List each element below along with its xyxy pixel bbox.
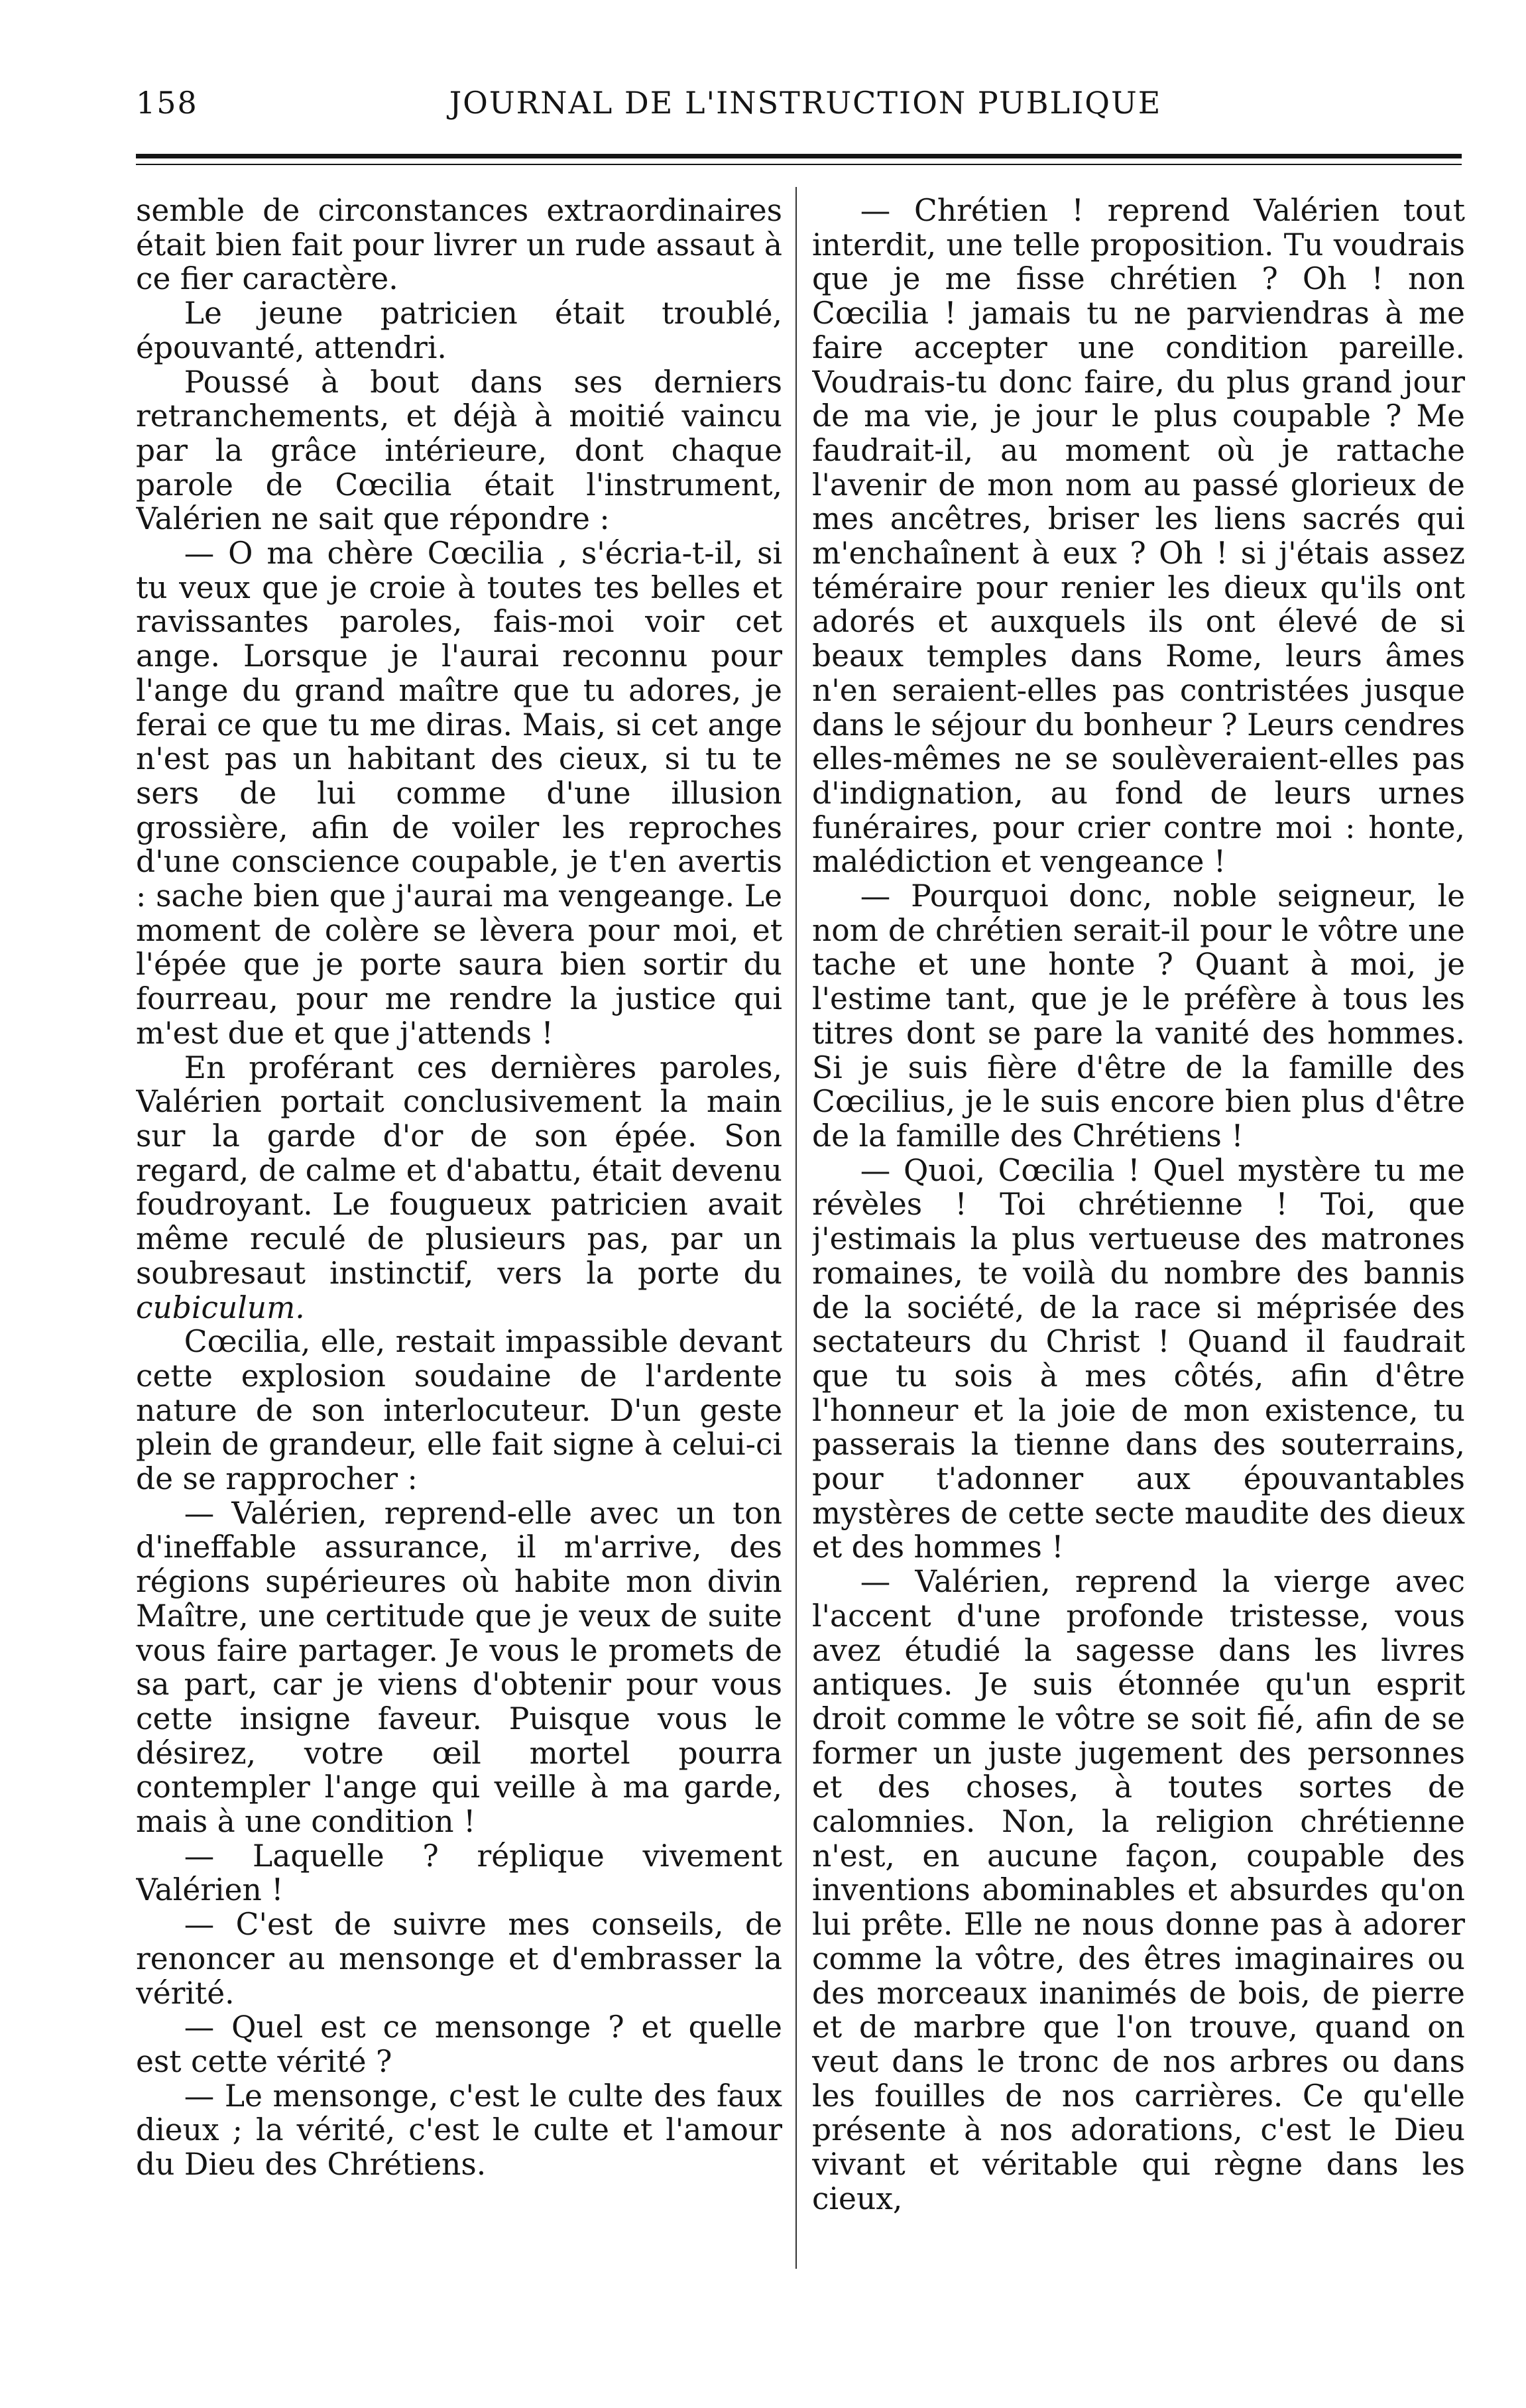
italic-word: cubiculum. [136, 1290, 305, 1325]
header-rule-thin [136, 164, 1462, 165]
paragraph-text: En proférant ces dernières paroles, Valérien portait conclusivement la main sur la garde d'or de son épée. Son regard, de calme et d'abattu, était devenu foudroyant. Le fougueux patricien avait même reculé de plusieurs pas, par un soubresaut instinctif, vers la porte du [136, 1050, 782, 1291]
paragraph: — Pourquoi donc, noble seigneur, le nom de chrétien serait-il pour le vôtre une tache et une honte ? Quant à moi, je l'estime tant, que je le préfère à tous les titres dont se pare la vanité des hommes. Si je suis fière d'être de la famille des Cœcilius, je le suis encore bien plus d'être de la famille des Chrétiens ! [812, 878, 1465, 1154]
paragraph: — Valérien, reprend-elle avec un ton d'ineffable assurance, il m'arrive, des régions supérieures où habite mon divin Maître, une certitude que je veux de suite vous faire partager. Je vous le promets de sa part, car je viens d'obtenir pour vous cette insigne faveur. Puisque vous le désirez, votre œil mortel pourra contempler l'ange qui veille à ma garde, mais à une condition ! [136, 1495, 782, 1840]
paragraph: — Laquelle ? réplique vivement Valérien ! [136, 1838, 782, 1908]
running-header [136, 85, 1475, 131]
paragraph: Poussé à bout dans ses derniers retranchements, et déjà à moitié vaincu par la grâce intérieure, dont chaque parole de Cœcilia était l'instrument, Valérien ne sait que répondre : [136, 364, 782, 537]
paragraph: Cœcilia, elle, restait impassible devant cette explosion soudaine de l'ardente nature de son interlocuteur. D'un geste plein de grandeur, elle fait signe à celui-ci de se rapprocher : [136, 1324, 782, 1497]
paragraph: — Quel est ce mensonge ? et quelle est cette vérité ? [136, 2010, 782, 2079]
paragraph-with-italic [136, 1051, 782, 1325]
left-column [136, 194, 782, 2269]
page-number: 158 [136, 85, 198, 121]
paragraph: — Le mensonge, c'est le culte des faux dieux ; la vérité, c'est le culte et l'amour du Dieu des Chrétiens. [136, 2078, 782, 2183]
header-rule-thick [136, 154, 1462, 158]
paragraph: — Valérien, reprend la vierge avec l'accent d'une profonde tristesse, vous avez étudié la sagesse dans les livres antiques. Je suis étonnée qu'un esprit droit comme le vôtre se soit fié, afin de se former un juste jugement des personnes et des choses, à toutes sortes de calomnies. Non, la religion chrétienne n'est, en aucune façon, coupable des inventions abominables et absurdes qu'on lui prête. Elle ne nous donne pas à adorer comme la vôtre, des êtres imaginaires ou des morceaux inanimés de bois, de pierre et de marbre que l'on trouve, quand on veut dans le tronc de nos arbres ou dans les fouilles de nos carrières. Ce qu'elle présente à nos adorations, c'est le Dieu vivant et véritable qui règne dans les cieux, [812, 1564, 1465, 2216]
right-column [812, 194, 1465, 2269]
column-divider [795, 187, 797, 2269]
paragraph: — O ma chère Cœcilia , s'écria-t-il, si tu veux que je croie à toutes tes belles et ravissantes paroles, fais-moi voir cet ange. Lorsque je l'aurai reconnu pour l'ange du grand maître que tu adores, je ferai ce que tu me diras. Mais, si cet ange n'est pas un habitant des cieux, si tu te sers de lui comme d'une illusion grossière, afin de voiler les reproches d'une conscience coupable, je t'en avertis : sache bien que j'aurai ma vengeange. Le moment de colère se lèvera pour moi, et l'épée que je porte saura bien sortir du fourreau, pour me rendre la justice qui m'est due et que j'attends ! [136, 536, 782, 1051]
paragraph: Le jeune patricien était troublé, épouvanté, attendri. [136, 296, 782, 365]
journal-title: JOURNAL DE L'INSTRUCTION PUBLIQUE [449, 85, 1162, 121]
paragraph: semble de circonstances extraordinaires était bien fait pour livrer un rude assaut à ce fier caractère. [136, 194, 782, 297]
paragraph: — C'est de suivre mes conseils, de renoncer au mensonge et d'embrasser la vérité. [136, 1907, 782, 2011]
paragraph: — Chrétien ! reprend Valérien tout interdit, une telle proposition. Tu voudrais que je me fisse chrétien ? Oh ! non Cœcilia ! jamais tu ne parviendras à me faire accepter une condition pareille. Voudrais-tu donc faire, du plus grand jour de ma vie, je jour le plus coupable ? Me faudrait-il, au moment où je rattache l'avenir de mon nom au passé glorieux de mes ancêtres, briser les liens sacrés qui m'enchaînent à eux ? Oh ! si j'étais assez téméraire pour renier les dieux qu'ils ont adorés et auxquels ils ont élevé de si beaux temples dans Rome, leurs âmes n'en seraient-elles pas contristées jusque dans le séjour du bonheur ? Leurs cendres elles-mêmes ne se soulèveraient-elles pas d'indignation, au fond de leurs urnes funéraires, pour crier contre moi : honte, malédiction et vengeance ! [812, 194, 1465, 880]
paragraph: — Quoi, Cœcilia ! Quel mystère tu me révèles ! Toi chrétienne ! Toi, que j'estimais la plus vertueuse des matrones romaines, te voilà du nombre des bannis de la société, de la race si méprisée des sectateurs du Christ ! Quand il faudrait que tu sois à mes côtés, afin d'être l'honneur et la joie de mon existence, tu passerais la tienne dans des souterrains, pour t'adonner aux épouvantables mystères de cette secte maudite des dieux et des hommes ! [812, 1152, 1465, 1565]
